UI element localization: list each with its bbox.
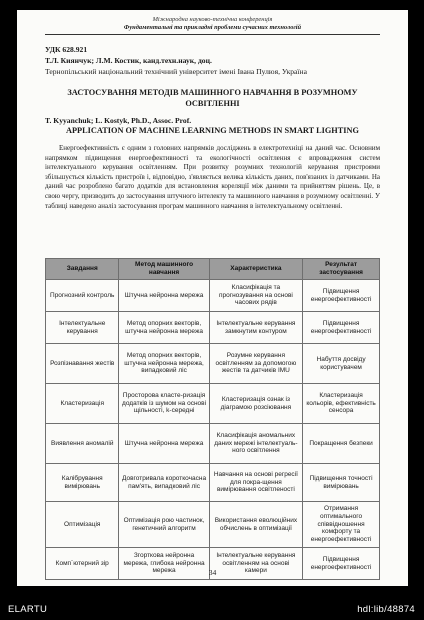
cell-characteristic: Інтелектуальне керування освітленням на основі камери [209, 548, 303, 580]
cell-task: Інтелектуальне керування [46, 312, 119, 344]
cell-result: Підвищення точності вимірювань [303, 464, 380, 502]
cell-method: Згорткова нейронна мережа, глибока нейронна мережа [119, 548, 209, 580]
conference-header [45, 16, 380, 32]
cell-result: Підвищення енергоефективності [303, 280, 380, 312]
header-method: Метод машинного навчання [119, 259, 209, 280]
document-page [17, 10, 408, 586]
table-row [46, 502, 380, 548]
table-row [46, 464, 380, 502]
body-paragraph: Енергоефективність є одним з головних напрямків досліджень в електротехніці на даний час. Основним напрямком підвищення енергоефективності та екологічності освітлення є впровадження систем інтелектуального керування освітленням. При розвитку розумних технологій керування пристроями збільшується кількість пристроїв і, відповідно, з'являється велика кількість даних, пов'язаних із датчиками. На даний час розроблено багато додатків для встановлення кореляції між даними та прийняттям рішень. Це, в свою чергу, призводить до застосування штучного інтелекту та машинного навчання в розумному освітленні. У таблиці наведено аналіз застосування програм машинного навчання в інтелектуальному освітленні. [45, 144, 380, 210]
cell-result: Покращення безпеки [303, 424, 380, 464]
title-ua: ЗАСТОСУВАННЯ МЕТОДІВ МАШИННОГО НАВЧАННЯ В РОЗУМНОМУ ОСВІТЛЕННІ [67, 88, 358, 108]
cell-task: Оптимізація [46, 502, 119, 548]
cell-result: Підвищення енергоефективності [303, 548, 380, 580]
table-row [46, 312, 380, 344]
table-header-row [46, 259, 380, 280]
cell-characteristic: Розумне керування освітленням за допомогою жестів та датчиків IMU [209, 344, 303, 384]
table-row [46, 344, 380, 384]
affiliation: Тернопільський національний технічний університет імені Івана Пулюя, Україна [45, 67, 307, 76]
cell-result: Кластеризація кольорів, ефективність сенсора [303, 384, 380, 424]
cell-characteristic: Використання еволюційних обчислень в оптимізації [209, 502, 303, 548]
cell-result: Підвищення енергоефективності [303, 312, 380, 344]
repository-name: ELARTU [8, 604, 48, 615]
cell-task: Виявлення аномалій [46, 424, 119, 464]
cell-characteristic: Кластеризація ознак із діаграмою розсіювання [209, 384, 303, 424]
cell-characteristic: Навчання на основі регресії для покра-щення вимірювання освітленості [209, 464, 303, 502]
cell-task: Калібрування вимірювань [46, 464, 119, 502]
table-row [46, 280, 380, 312]
cell-method: Просторова класте-ризація додатків із шумом на основі щільності, k-середні [119, 384, 209, 424]
cell-task: Розпізнавання жестів [46, 344, 119, 384]
cell-method: Метод опорних векторів, штучна нейронна мережа [119, 312, 209, 344]
cell-result: Отримання оптимального співвідношення комфорту та енергоефективності [303, 502, 380, 548]
cell-method: Метод опорних векторів, штучна нейронна мережа, випадковий ліс [119, 344, 209, 384]
header-characteristic: Характеристика [209, 259, 303, 280]
conference-subtitle: Фундаментальні та прикладні проблеми сучасних технологій [123, 24, 302, 31]
table-row [46, 384, 380, 424]
cell-task: Комп`ютерний зір [46, 548, 119, 580]
table-row [46, 424, 380, 464]
cell-method: Штучна нейронна мережа [119, 424, 209, 464]
conference-name: Міжнародна науково-технічна конференція [152, 16, 273, 23]
cell-characteristic: Класифікація та прогнозування на основі часових рядів [209, 280, 303, 312]
authors-en: T. Kyyanchuk; L. Kostyk, Ph.D., Assoc. Prof. [45, 116, 192, 125]
cell-task: Кластеризація [46, 384, 119, 424]
cell-method: Оптимізація рою частинок, генетичний алгоритм [119, 502, 209, 548]
cell-characteristic: Інтелектуальне керування замкнутим контуром [209, 312, 303, 344]
cell-task: Прогнозний контроль [46, 280, 119, 312]
udk-code: УДК 628.921 [45, 45, 88, 54]
ml-applications-table [45, 258, 380, 580]
page-number: 34 [208, 568, 217, 577]
header-rule [45, 34, 380, 35]
cell-characteristic: Класифікація аномальних даних мережі інтелектуаль-ного освітлення [209, 424, 303, 464]
title-en: APPLICATION OF MACHINE LEARNING METHODS IN SMART LIGHTING [66, 126, 359, 135]
header-task: Завдання [46, 259, 119, 280]
header-result: Результат застосування [303, 259, 380, 280]
authors-ua: Т.Л. Киянчук; Л.М. Костик, канд.техн.наук, доц. [45, 56, 212, 65]
cell-method: Штучна нейронна мережа [119, 280, 209, 312]
handle-id: hdl:lib/48874 [357, 604, 415, 615]
cell-result: Набуття досвіду користувачем [303, 344, 380, 384]
cell-method: Довготривала короткочасна пам'ять, випадковий ліс [119, 464, 209, 502]
